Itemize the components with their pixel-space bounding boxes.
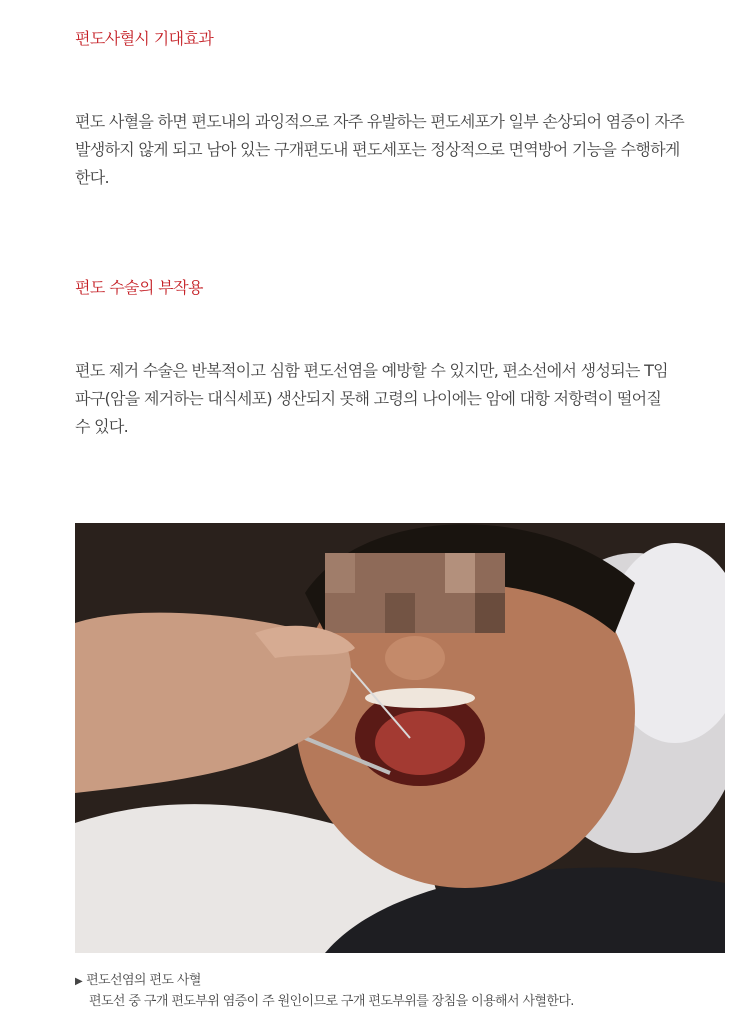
mosaic-tile <box>475 593 505 633</box>
section-body <box>75 301 750 497</box>
photo-illustration <box>75 523 725 953</box>
tonsil-bloodletting-photo <box>75 523 725 953</box>
throat <box>375 711 465 775</box>
section-paragraph: 편도 사혈을 하면 편도내의 과잉적으로 자주 유발하는 편도세포가 일부 손상되어 염증이 자주 발생하지 않게 되고 남아 있는 구개편도내 편도세포는 정상적으로 면역방어 기능을 수행하게 한다. <box>75 112 684 187</box>
mosaic-tile <box>325 553 355 593</box>
figure-caption <box>75 971 745 1012</box>
section-side-effects <box>75 275 750 497</box>
section-expected-effects <box>75 26 750 248</box>
caption-title-line <box>75 971 745 992</box>
caption-description: 편도선 중 구개 편도부위 염증이 주 원인이므로 구개 편도부위를 장침을 이용해서 사혈한다. <box>89 994 574 1009</box>
triangle-bullet-icon: ▶ <box>75 976 83 987</box>
section-title: 편도 수술의 부작용 <box>75 278 203 297</box>
section-title: 편도사혈시 기대효과 <box>75 29 214 48</box>
nose <box>385 636 445 680</box>
mosaic-tile <box>445 553 475 593</box>
mosaic-tile <box>385 593 415 633</box>
section-paragraph: 편도 제거 수술은 반복적이고 심함 편도선염을 예방할 수 있지만, 편소선에서 생성되는 T임 파구(암을 제거하는 대식세포) 생산되지 못해 고령의 나이에는 암에 대항 저항력이 떨어질 수 있다. <box>75 361 668 436</box>
section-body <box>75 52 750 248</box>
caption-title: 편도선염의 편도 사혈 <box>86 973 201 988</box>
